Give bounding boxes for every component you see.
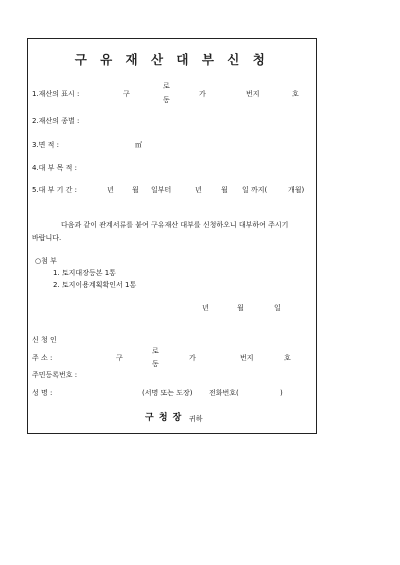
signature-text: (서명 또는 도장) — [142, 389, 193, 397]
phone-close: ) — [280, 389, 283, 397]
period-label: 5.대 부 기 간 : — [32, 186, 77, 194]
property-ga: 가 — [199, 90, 206, 98]
property-display-label: 1.재산의 표시 : — [32, 90, 80, 98]
property-type-label: 2.재산의 종별 : — [32, 117, 80, 125]
date-year: 년 — [202, 304, 209, 312]
recipient-office: 구 청 장 — [145, 413, 183, 423]
attachments-heading: ○첨 부 — [35, 257, 57, 265]
attachment-item: 2. 토지이용계획확인서 1통 — [53, 281, 137, 289]
recipient-suffix: 귀하 — [189, 415, 203, 423]
property-gu: 구 — [123, 90, 130, 98]
request-text-line1: 다음과 같이 관계서류를 붙여 구유재산 대부를 신청하오니 대부하여 주시기 — [61, 221, 289, 229]
form-title: 구 유 재 산 대 부 신 청 — [74, 52, 270, 67]
date-month: 월 — [237, 304, 244, 312]
property-ro: 로 — [163, 82, 170, 90]
address-ho: 호 — [284, 354, 291, 362]
period-from: 일부터 — [151, 186, 172, 194]
date-day: 일 — [274, 304, 281, 312]
period-month-start: 월 — [132, 186, 139, 194]
resident-number-label: 주민등록번호 : — [32, 371, 78, 379]
period-months: 개월) — [288, 186, 305, 194]
area-unit: ㎡ — [135, 141, 142, 149]
phone-label: 전화번호( — [209, 389, 239, 397]
period-year-start: 년 — [107, 186, 114, 194]
attachment-item: 1. 토지대장등본 1통 — [53, 269, 116, 277]
purpose-label: 4.대 부 목 적 : — [32, 164, 77, 172]
property-dong: 동 — [163, 96, 170, 104]
address-beonji: 번지 — [240, 354, 254, 362]
address-gu: 구 — [116, 354, 123, 362]
request-text-line2: 바랍니다. — [32, 234, 62, 242]
application-form — [27, 38, 317, 434]
address-label: 주 소 : — [32, 354, 53, 362]
address-dong: 동 — [152, 360, 159, 368]
name-label: 성 명 : — [32, 389, 53, 397]
address-ro: 로 — [152, 347, 159, 355]
period-until: 일 까지( — [242, 186, 268, 194]
period-month-end: 월 — [221, 186, 228, 194]
address-ga: 가 — [189, 354, 196, 362]
area-label: 3.면 적 : — [32, 141, 60, 149]
property-ho: 호 — [292, 90, 299, 98]
period-year-end: 년 — [195, 186, 202, 194]
property-beonji: 번지 — [246, 90, 260, 98]
applicant-heading: 신 청 인 — [32, 336, 57, 344]
